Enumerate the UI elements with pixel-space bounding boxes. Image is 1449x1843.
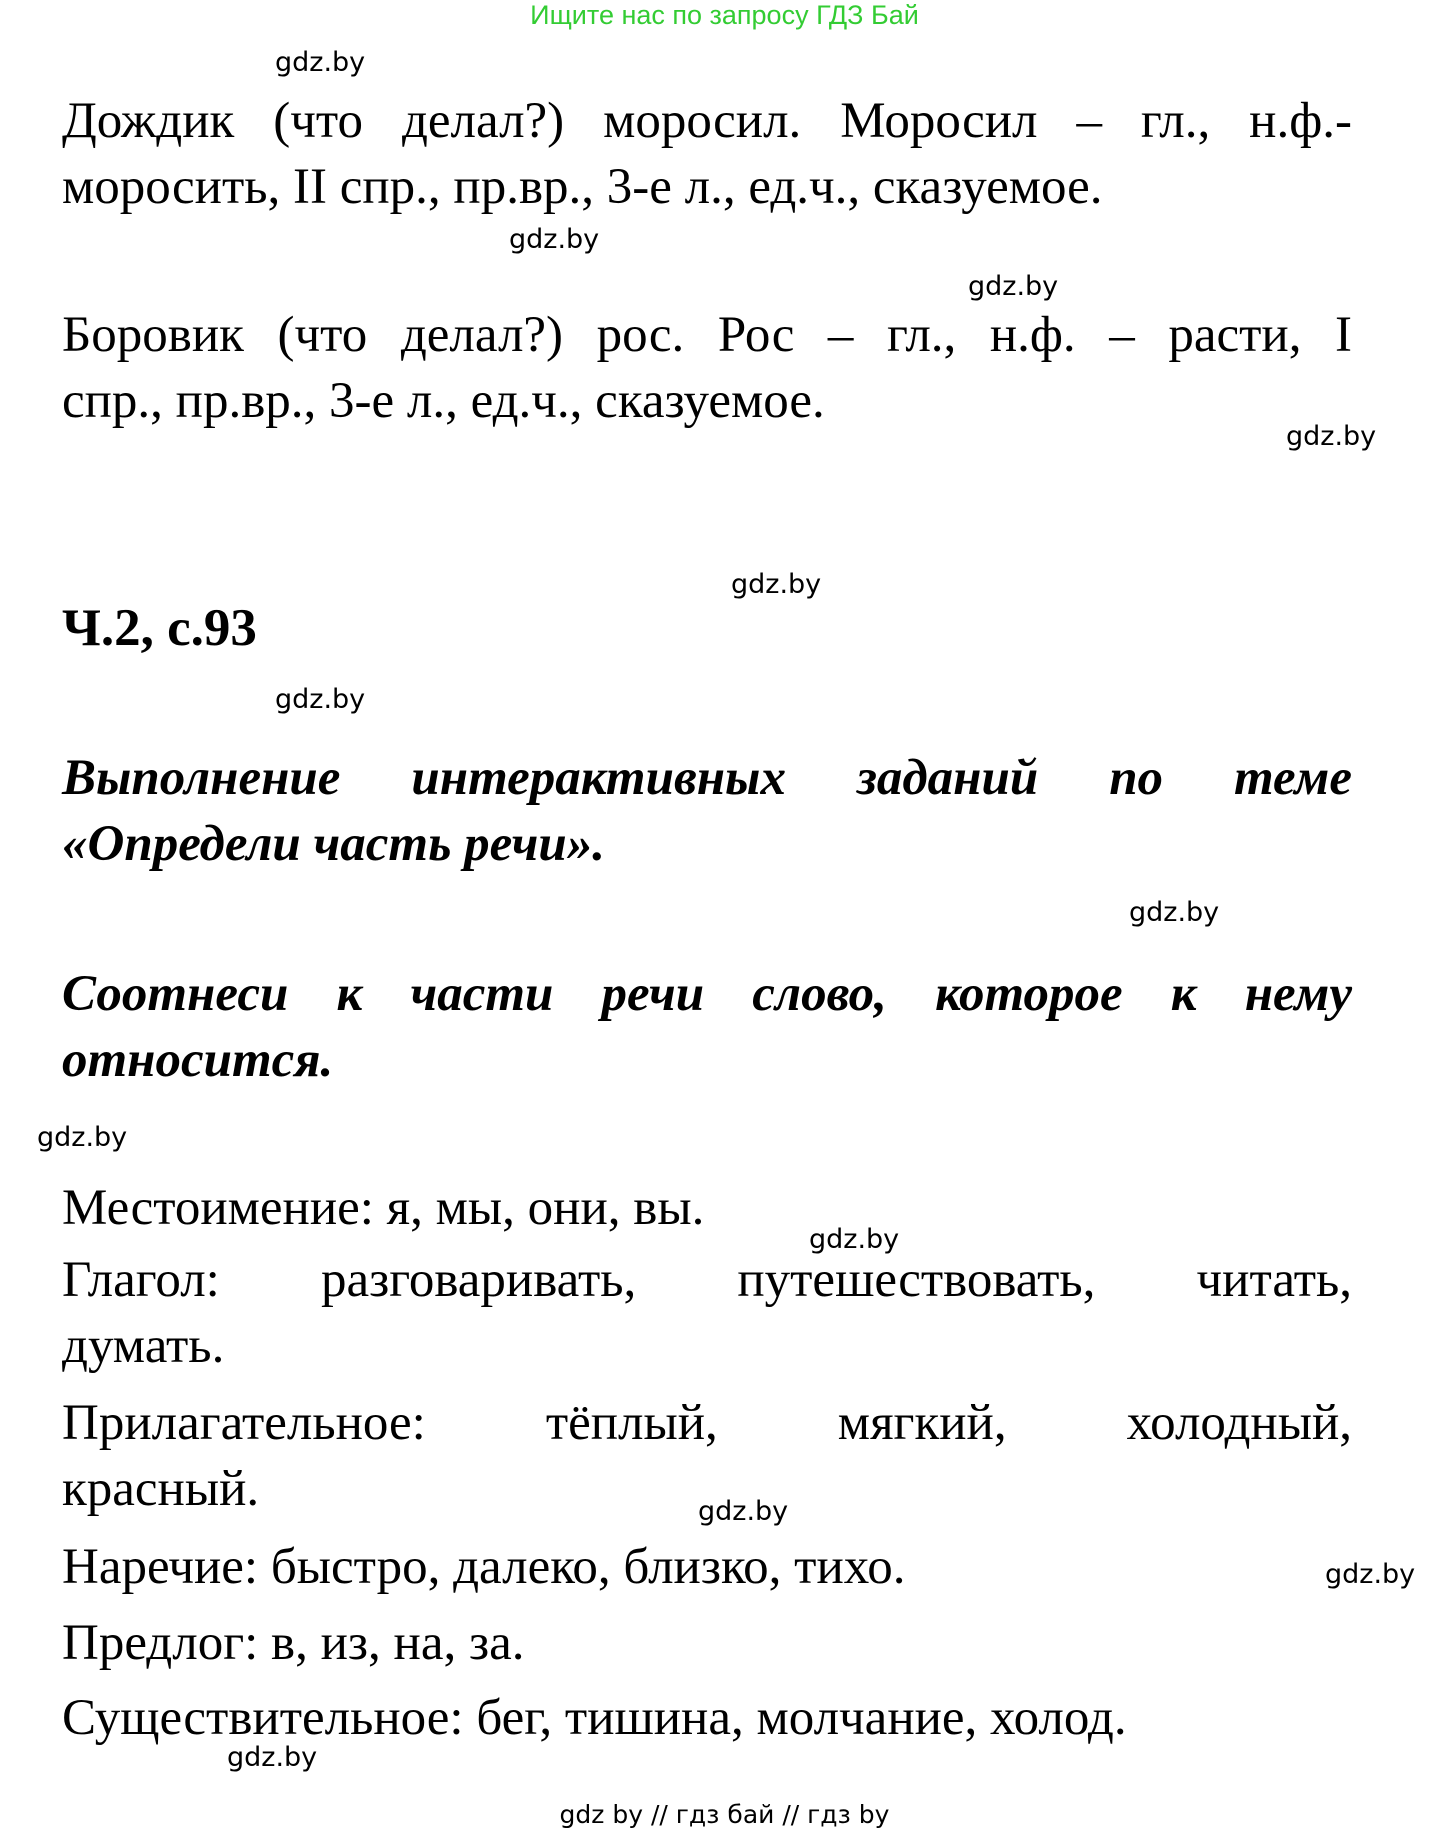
task-line: «Определи часть речи». <box>62 816 605 872</box>
task-line: относится. <box>62 1032 334 1088</box>
answer-pronoun: Местоимение: я, мы, они, вы. <box>62 1180 705 1236</box>
watermark: gdz.by <box>37 1122 128 1153</box>
answer-line: Глагол: разговаривать, путешествовать, читать, <box>62 1252 1352 1308</box>
task-line: Соотнеси к части речи слово, которое к нему <box>62 966 1352 1022</box>
watermark: gdz.by <box>698 1496 789 1527</box>
answer-adverb: Наречие: быстро, далеко, близко, тихо. <box>62 1539 906 1595</box>
watermark: gdz.by <box>809 1224 900 1255</box>
task-line: Выполнение интерактивных заданий по теме <box>62 750 1352 806</box>
watermark: gdz.by <box>968 271 1059 302</box>
answer-line: думать. <box>62 1318 225 1374</box>
answer-preposition: Предлог: в, из, на, за. <box>62 1615 525 1671</box>
answer-adjective <box>62 1390 1352 1522</box>
paragraph-line: спр., пр.вр., 3-е л., ед.ч., сказуемое. <box>62 373 825 429</box>
task-match <box>62 961 1352 1093</box>
watermark: gdz.by <box>509 224 600 255</box>
top-banner: Ищите нас по запросу ГДЗ Бай <box>530 0 919 30</box>
watermark: gdz.by <box>1129 897 1220 928</box>
footer: gdz by // гдз бай // гдз by <box>559 1800 890 1829</box>
watermark: gdz.by <box>731 569 822 600</box>
answer-verb <box>62 1247 1352 1379</box>
watermark: gdz.by <box>1325 1559 1416 1590</box>
paragraph-mushroom <box>62 302 1352 434</box>
answer-line: Прилагательное: тёплый, мягкий, холодный, <box>62 1395 1352 1451</box>
paragraph-rain <box>62 88 1352 220</box>
watermark: gdz.by <box>227 1742 318 1773</box>
paragraph-line: моросить, II спр., пр.вр., 3-е л., ед.ч., сказуемое. <box>62 159 1103 215</box>
task-interactive <box>62 745 1352 877</box>
answer-line: красный. <box>62 1461 260 1517</box>
section-heading: Ч.2, с.93 <box>62 599 257 657</box>
watermark: gdz.by <box>275 684 366 715</box>
paragraph-line: Боровик (что делал?) рос. Рос – гл., н.ф. – расти, I <box>62 307 1352 363</box>
watermark: gdz.by <box>275 47 366 78</box>
watermark: gdz.by <box>1286 421 1377 452</box>
paragraph-line: Дождик (что делал?) моросил. Моросил – гл., н.ф.- <box>62 93 1352 149</box>
answer-noun: Существительное: бег, тишина, молчание, холод. <box>62 1690 1127 1746</box>
